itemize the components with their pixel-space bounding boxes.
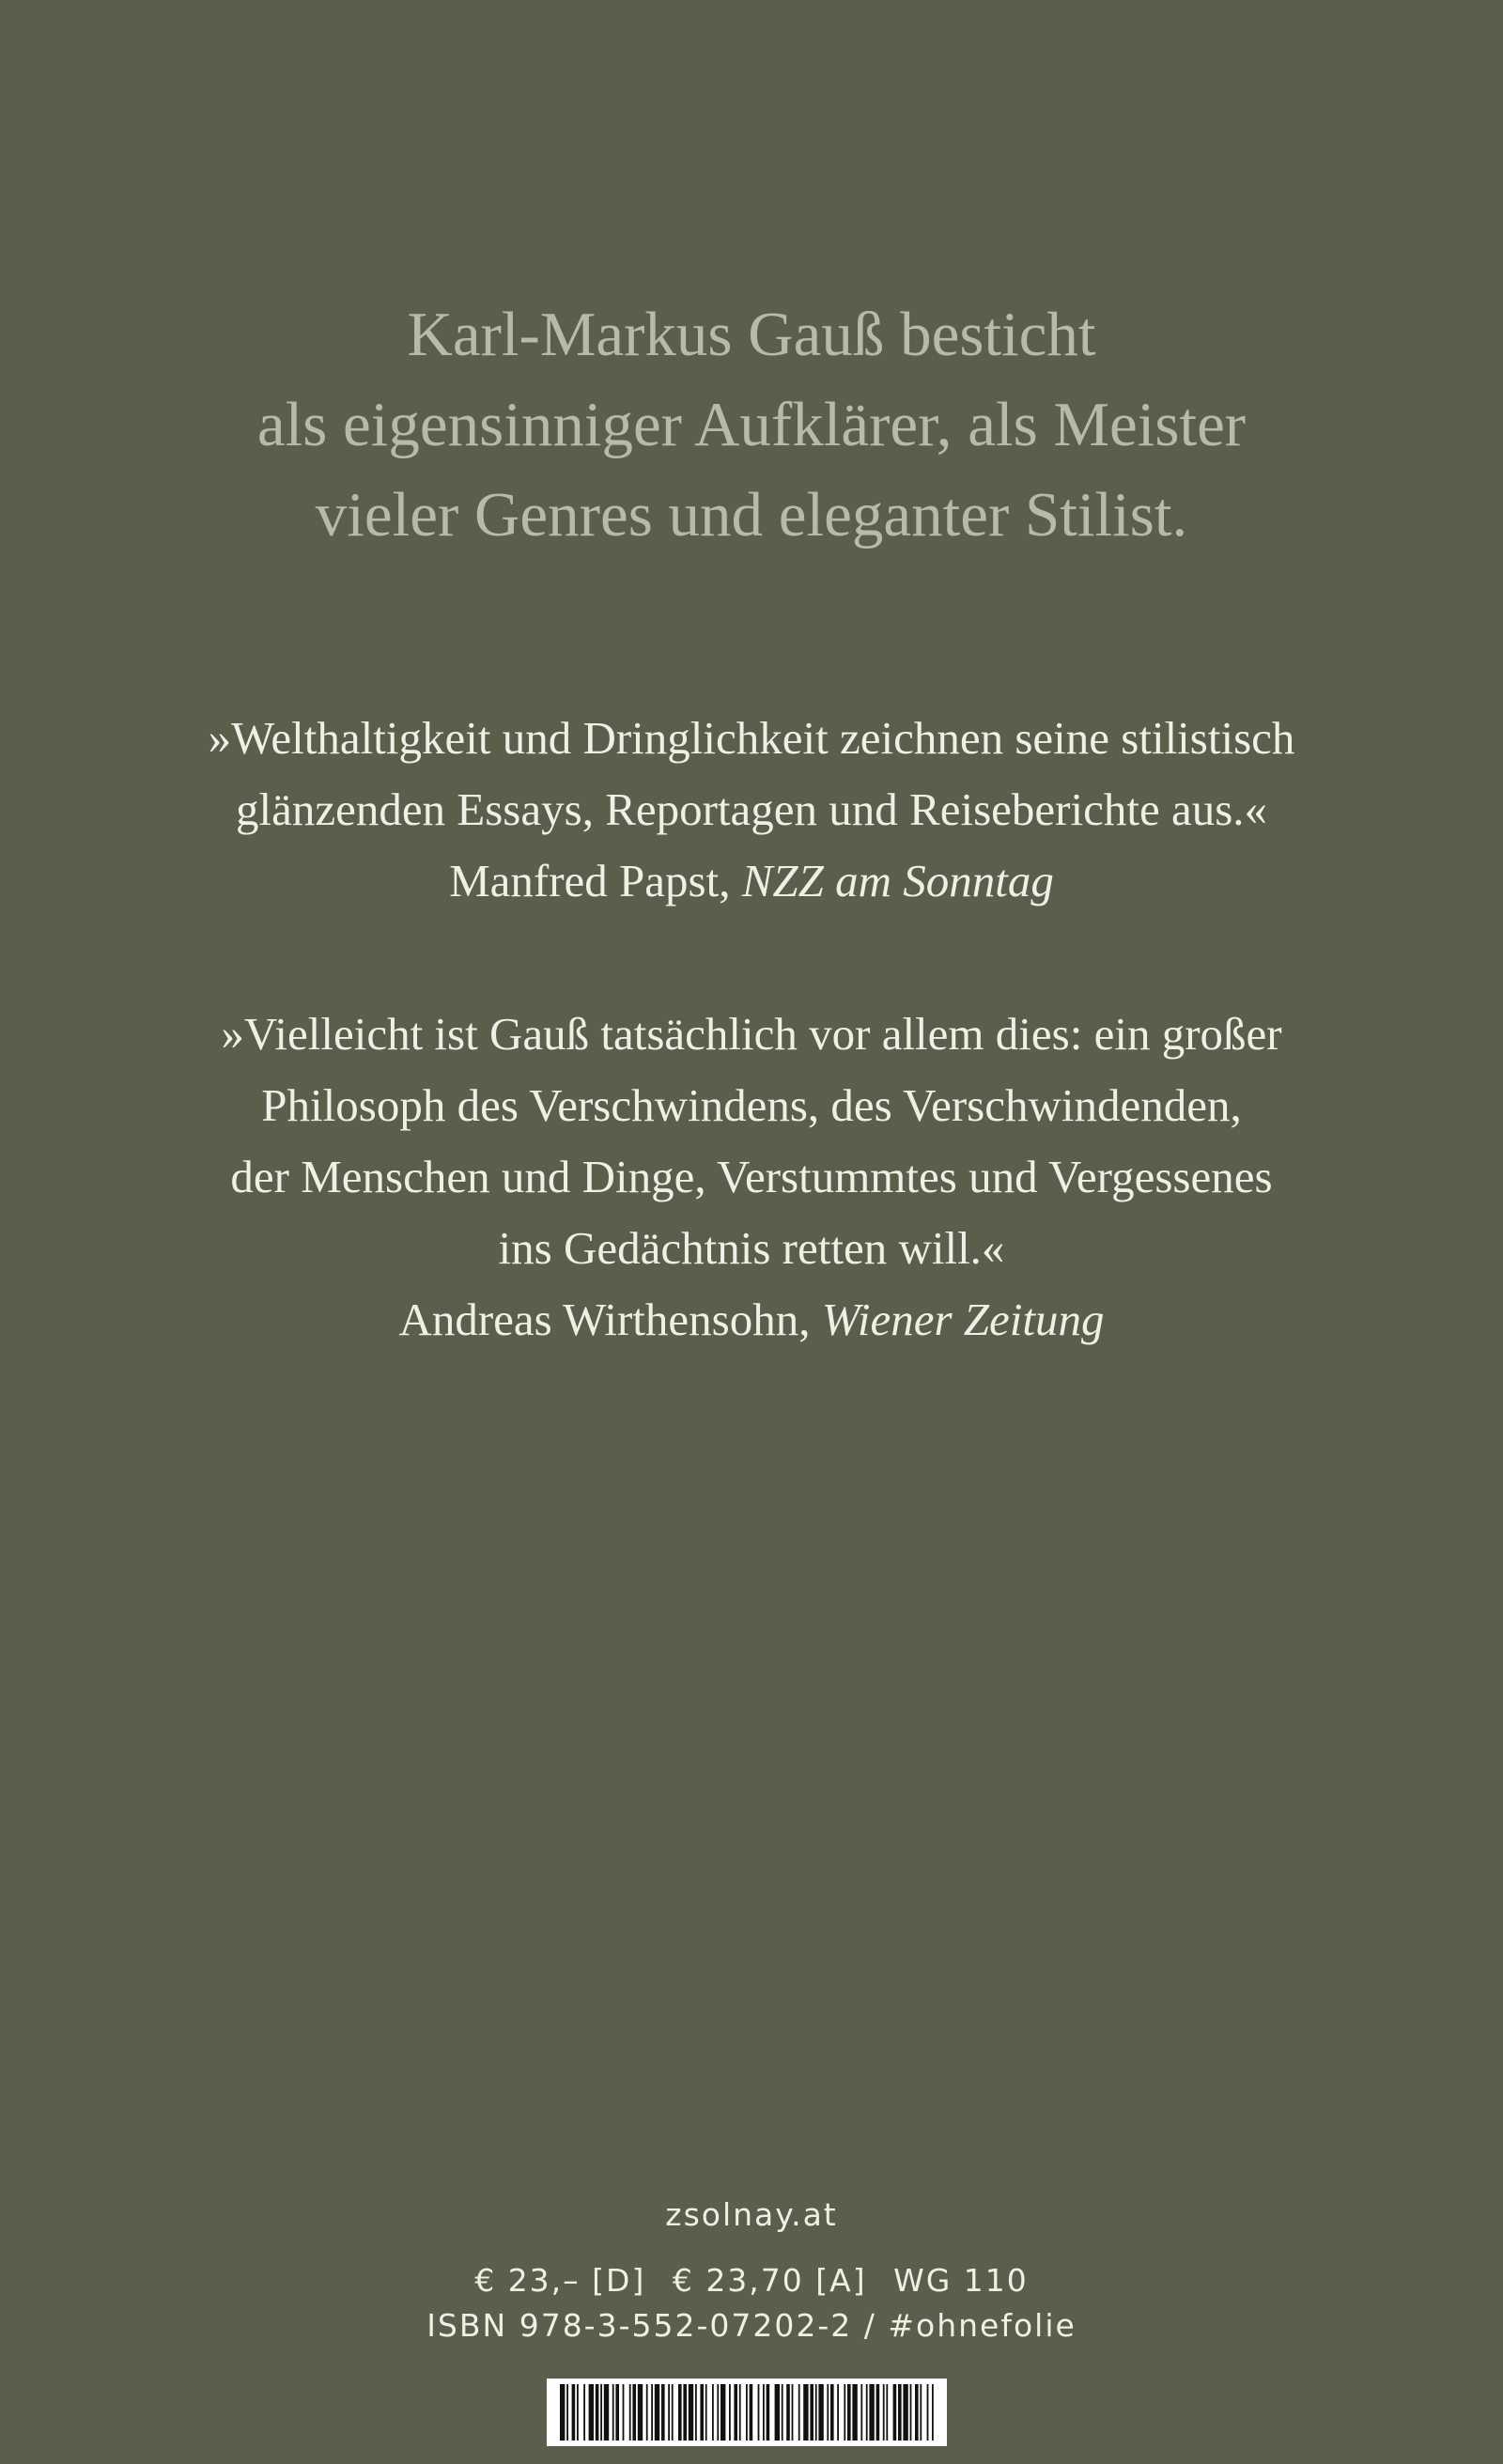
barcode-bar <box>646 2384 648 2441</box>
barcode-bar <box>852 2384 857 2441</box>
barcode-bar <box>803 2384 808 2441</box>
barcode-bar <box>668 2384 670 2441</box>
barcode-bar <box>792 2384 794 2441</box>
barcode-bar <box>830 2384 834 2441</box>
barcode-bar <box>705 2384 707 2441</box>
barcode-graphic <box>547 2379 947 2446</box>
price-at: € 23,70 [A] <box>672 2262 867 2299</box>
quote-1-author: Manfred Papst, <box>449 855 742 907</box>
review-quote-1 <box>0 703 1503 917</box>
barcode-bar <box>866 2384 868 2441</box>
barcode-bar <box>629 2384 631 2441</box>
barcode-bar <box>600 2384 602 2441</box>
price-line <box>0 2262 1503 2299</box>
barcode-bar <box>860 2384 862 2441</box>
barcode-bar <box>886 2384 888 2441</box>
quote-1-line-2: glänzenden Essays, Reportagen und Reiseberichte aus.« <box>235 783 1268 835</box>
barcode-bar <box>615 2384 619 2441</box>
barcode-bar <box>815 2384 817 2441</box>
tagline-line-3: vieler Genres und eleganter Stilist. <box>315 480 1188 550</box>
barcode-bar <box>717 2384 719 2441</box>
quote-2-line-2: Philosoph des Verschwindens, des Verschwindenden, <box>261 1079 1242 1131</box>
isbn-line: ISBN 978-3-552-07202-2 / #ohnefolie <box>426 2307 1077 2344</box>
barcode-bar <box>623 2384 625 2441</box>
barcode-bar <box>883 2384 885 2441</box>
barcode-bar <box>910 2384 912 2441</box>
barcode-bar <box>583 2384 585 2441</box>
quote-1-line-1: »Welthaltigkeit und Dringlichkeit zeichnen seine stilistisch <box>208 712 1295 764</box>
barcode-bar <box>683 2384 687 2441</box>
barcode-bar <box>758 2384 760 2441</box>
barcode-bar <box>596 2384 599 2441</box>
barcode-bar <box>847 2384 851 2441</box>
barcode-bar <box>837 2384 839 2441</box>
barcode <box>547 2379 947 2446</box>
barcode-bar <box>566 2384 568 2441</box>
barcode-bar <box>767 2384 770 2441</box>
barcode-bar <box>810 2384 813 2441</box>
barcode-bar <box>827 2384 829 2441</box>
barcode-bar <box>589 2384 594 2441</box>
barcode-bar <box>661 2384 665 2441</box>
barcode-bar <box>612 2384 614 2441</box>
publisher-website: zsolnay.at <box>665 2196 838 2233</box>
review-quote-2 <box>0 999 1503 1356</box>
quote-2-author: Andreas Wirthensohn, <box>398 1294 822 1345</box>
barcode-bar <box>844 2384 845 2441</box>
barcode-bar <box>678 2384 682 2441</box>
barcode-bar <box>700 2384 704 2441</box>
barcode-bar <box>721 2384 725 2441</box>
barcode-bar <box>632 2384 636 2441</box>
barcode-bar <box>560 2384 565 2441</box>
barcode-bar <box>782 2384 783 2441</box>
barcode-bar <box>932 2384 934 2441</box>
barcode-bar <box>927 2384 929 2441</box>
warengruppe: WG 110 <box>893 2262 1029 2299</box>
barcode-bar <box>893 2384 897 2441</box>
barcode-bar <box>775 2384 780 2441</box>
barcode-bar <box>746 2384 748 2441</box>
price-de: € 23,– [D] <box>474 2262 646 2299</box>
barcode-bar <box>920 2384 922 2441</box>
barcode-bar <box>898 2384 902 2441</box>
quote-2-line-4: ins Gedächtnis retten will.« <box>498 1222 1005 1274</box>
barcode-bar <box>572 2384 576 2441</box>
barcode-bar <box>763 2384 765 2441</box>
quote-2-source <box>0 1284 1503 1356</box>
tagline-line-1: Karl-Markus Gauß besticht <box>407 300 1096 369</box>
barcode-bar <box>915 2384 919 2441</box>
tagline-line-2: als eigensinniger Aufklärer, als Meister <box>256 390 1247 459</box>
quote-2-line-3: der Menschen und Dinge, Verstummtes und Vergessenes <box>230 1151 1273 1202</box>
barcode-bar <box>734 2384 737 2441</box>
barcode-bar <box>818 2384 823 2441</box>
quote-2-line-1: »Vielleicht ist Gauß tatsächlich vor allem dies: ein großer <box>221 1008 1282 1060</box>
barcode-bar <box>869 2384 874 2441</box>
barcode-bar <box>903 2384 907 2441</box>
barcode-bar <box>729 2384 731 2441</box>
barcode-bar <box>672 2384 674 2441</box>
quote-1-publication: NZZ am Sonntag <box>741 855 1054 907</box>
barcode-bar <box>798 2384 800 2441</box>
barcode-bar <box>604 2384 609 2441</box>
quote-2-publication: Wiener Zeitung <box>821 1294 1105 1345</box>
barcode-bar <box>739 2384 741 2441</box>
barcode-bar <box>712 2384 714 2441</box>
tagline <box>0 289 1503 560</box>
barcode-bar <box>695 2384 697 2441</box>
barcode-bar <box>577 2384 579 2441</box>
barcode-bar <box>750 2384 753 2441</box>
barcode-bar <box>638 2384 643 2441</box>
barcode-bar <box>651 2384 653 2441</box>
barcode-bar <box>689 2384 693 2441</box>
barcode-bar <box>786 2384 790 2441</box>
barcode-bar <box>876 2384 880 2441</box>
quote-1-source <box>0 845 1503 917</box>
barcode-bar <box>655 2384 659 2441</box>
